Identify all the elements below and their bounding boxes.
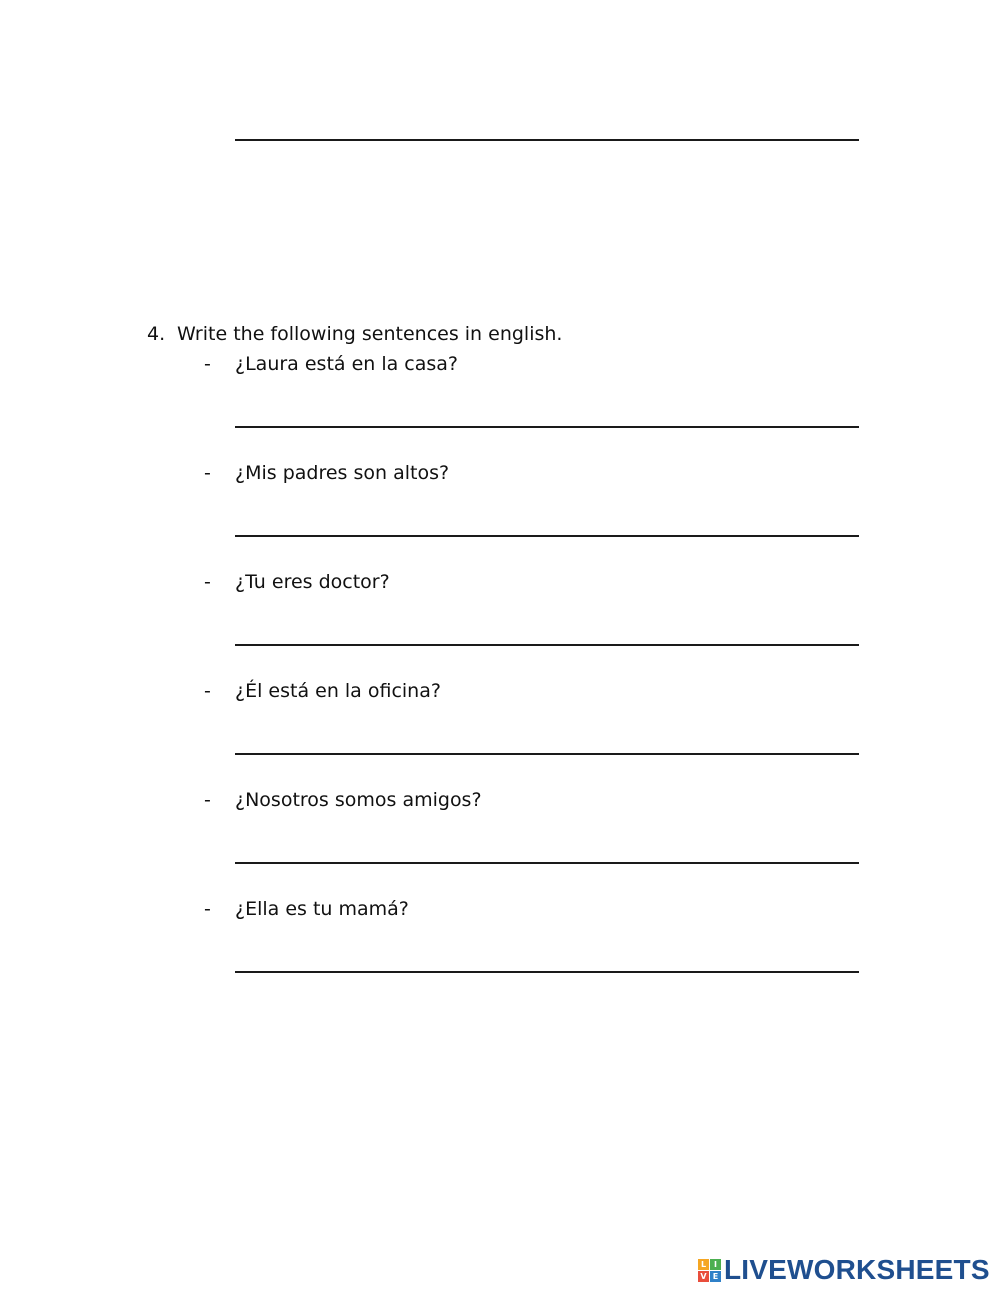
list-item — [204, 897, 409, 921]
list-item — [204, 570, 390, 594]
answer-field-2[interactable] — [235, 505, 859, 535]
item-bullet: - — [204, 571, 211, 593]
live-block-e: E — [710, 1271, 721, 1282]
question-instruction: Write the following sentences in english. — [177, 323, 563, 345]
item-text: ¿Mis padres son altos? — [235, 462, 450, 484]
item-bullet: - — [204, 789, 211, 811]
live-block-v: V — [698, 1271, 709, 1282]
item-text: ¿Ella es tu mamá? — [235, 898, 409, 920]
item-bullet: - — [204, 353, 211, 375]
question-number: 4. — [147, 323, 166, 345]
item-bullet: - — [204, 680, 211, 702]
live-block-l: L — [698, 1259, 709, 1270]
answer-field-1[interactable] — [235, 396, 859, 426]
answer-field-3[interactable] — [235, 614, 859, 644]
answer-line-1 — [235, 426, 859, 428]
answer-line-4 — [235, 753, 859, 755]
answer-field-4[interactable] — [235, 723, 859, 753]
item-text: ¿Nosotros somos amigos? — [235, 789, 482, 811]
brand-name: LIVEWORKSHEETS — [724, 1254, 990, 1285]
answer-line-6 — [235, 971, 859, 973]
list-item — [204, 788, 482, 812]
list-item — [204, 679, 441, 703]
live-block-i: I — [710, 1259, 721, 1270]
question-heading — [147, 322, 562, 346]
answer-field-5[interactable] — [235, 832, 859, 862]
answer-line-5 — [235, 862, 859, 864]
list-item — [204, 461, 449, 485]
liveworksheets-logo — [698, 1256, 990, 1284]
item-text: ¿Laura está en la casa? — [235, 353, 459, 375]
answer-field-6[interactable] — [235, 941, 859, 971]
answer-line-previous — [235, 139, 859, 141]
list-item — [204, 352, 458, 376]
item-bullet: - — [204, 462, 211, 484]
item-text: ¿Tu eres doctor? — [235, 571, 390, 593]
item-text: ¿Él está en la oficina? — [235, 680, 441, 702]
answer-line-3 — [235, 644, 859, 646]
live-blocks-icon — [698, 1259, 721, 1282]
answer-line-2 — [235, 535, 859, 537]
item-bullet: - — [204, 898, 211, 920]
